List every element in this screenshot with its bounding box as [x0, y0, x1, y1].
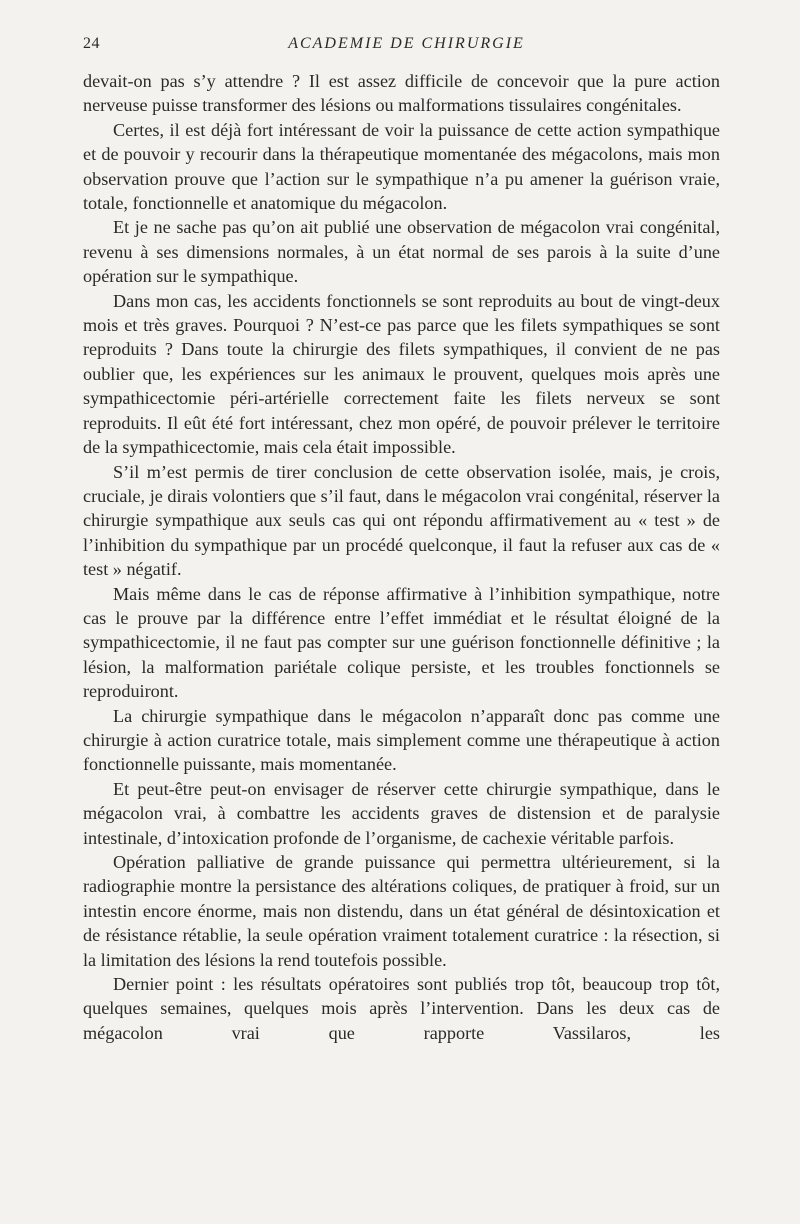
paragraph: Certes, il est déjà fort intéressant de voir la puissance de cette action sympathique et de pouvoir y recourir dans la thérapeutique momentanée des mégacolons, mais mon observation prouve que l’action sur le sympathique n’a pu amener la guérison vraie, totale, fonctionnelle et anatomique du mégacolon. — [83, 119, 720, 214]
running-title: ACADEMIE DE CHIRURGIE — [288, 35, 525, 52]
paragraph: S’il m’est permis de tirer conclusion de cette observation isolée, mais, je crois, cruciale, je dirais volontiers que s’il faut, dans le mégacolon vrai congénital, réserver la chirurgie sympathique aux seuls cas qui ont répondu affirmativement au « test » de l’inhibition du sympathique par un procédé quelconque, il faut la refuser aux cas de « test » négatif. — [83, 461, 720, 580]
paragraph: Et peut-être peut-on envisager de réserver cette chirurgie sympathique, dans le mégacolon vrai, à combattre les accidents graves de distension et de paralysie intestinale, d’intoxication profonde de l’organisme, de cachexie véritable parfois. — [83, 778, 720, 848]
paragraph: Mais même dans le cas de réponse affirmative à l’inhibition sympathique, notre cas le prouve par la différence entre l’effet immédiat et le résultat éloigné de la sympathicectomie, il ne faut pas compter sur une guérison fonctionnelle définitive ; la lésion, la malformation pariétale colique persiste, et les troubles fonctionnels se reproduiront. — [83, 583, 720, 702]
paragraph: Dernier point : les résultats opératoires sont publiés trop tôt, beaucoup trop tôt, quelques semaines, quelques mois après l’intervention. Dans les deux cas de mégacolon vrai que rapporte Vassilaros, les — [83, 974, 720, 1043]
paragraph: devait-on pas s’y attendre ? Il est assez difficile de concevoir que la pure action nerveuse puisse transformer des lésions ou malformations tissulaires congénitales. — [83, 71, 720, 116]
body-text — [83, 69, 720, 1045]
paragraph: Dans mon cas, les accidents fonctionnels se sont reproduits au bout de vingt-deux mois et très graves. Pourquoi ? N’est-ce pas parce que les filets sympathiques se sont reproduits ? Dans toute la chirurgie des filets sympathiques, il convient de ne pas oublier que, les expériences sur les animaux le prouvent, quelques mois après une sympathicectomie péri-artérielle correctement faite les filets nerveux se sont reproduits. Il eût été fort intéressant, chez mon opéré, de pouvoir prélever le territoire de la sympathicectomie, mais cela était impossible. — [83, 290, 720, 458]
paragraph: La chirurgie sympathique dans le mégacolon n’apparaît donc pas comme une chirurgie à action curatrice totale, mais simplement comme une thérapeutique à action fonctionnelle puissante, mais momentanée. — [83, 705, 720, 775]
running-head — [83, 34, 720, 58]
paragraph: Et je ne sache pas qu’on ait publié une observation de mégacolon vrai congénital, revenu à ses dimensions normales, à un état normal de ses parois à la suite d’une opération sur le sympathique. — [83, 217, 720, 287]
paragraph: Opération palliative de grande puissance qui permettra ultérieurement, si la radiographie montre la persistance des altérations coliques, de pratiquer à froid, sur un intestin encore énorme, mais non distendu, dans un état général de désintoxication et de résistance rétablie, la seule opération vraiment totalement curatrice : la résection, si la limitation des lésions la rend toutefois possible. — [83, 852, 720, 970]
page-number: 24 — [83, 35, 100, 52]
